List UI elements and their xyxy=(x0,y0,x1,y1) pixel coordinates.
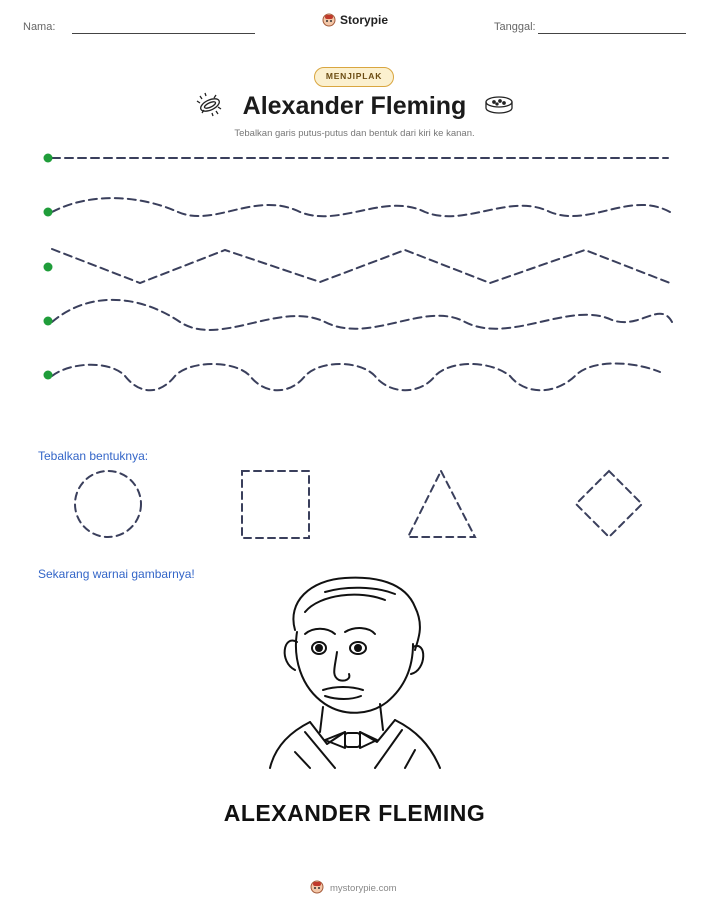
tracing-line-zigzag xyxy=(52,249,670,283)
footer-site: mystorypie.com xyxy=(330,883,397,894)
coloring-section-label: Sekarang warnai gambarnya! xyxy=(38,567,195,581)
circle-shape xyxy=(75,471,141,537)
date-label: Tanggal: xyxy=(494,21,536,33)
brand-name: Storypie xyxy=(340,13,389,27)
name-label: Nama: xyxy=(23,21,56,33)
square-shape xyxy=(242,471,309,538)
start-dot xyxy=(44,263,53,272)
page-title: Alexander Fleming xyxy=(242,92,467,120)
diamond-shape xyxy=(576,471,642,537)
tracing-shapes[interactable] xyxy=(0,460,709,550)
instructions: Tebalkan garis putus-putus dan bentuk dari kiri ke kanan. xyxy=(234,128,475,139)
tracing-line-wave xyxy=(52,300,672,330)
tracing-line-gentle-wave xyxy=(52,198,670,216)
tracing-line-loopy-wave xyxy=(52,363,660,390)
portrait-caption: ALEXANDER FLEMING xyxy=(223,800,486,826)
start-dot xyxy=(44,371,53,380)
triangle-shape xyxy=(408,471,475,537)
worksheet-type-badge: MENJIPLAK xyxy=(314,67,394,87)
start-dot xyxy=(44,208,53,217)
start-dot xyxy=(44,154,53,163)
shapes-section-label: Tebalkan bentuknya: xyxy=(38,449,149,463)
tracing-lines-area[interactable] xyxy=(0,0,709,420)
start-dot xyxy=(44,317,53,326)
storypie-mascot-icon xyxy=(310,880,324,894)
alexander-fleming-portrait[interactable] xyxy=(265,572,465,768)
